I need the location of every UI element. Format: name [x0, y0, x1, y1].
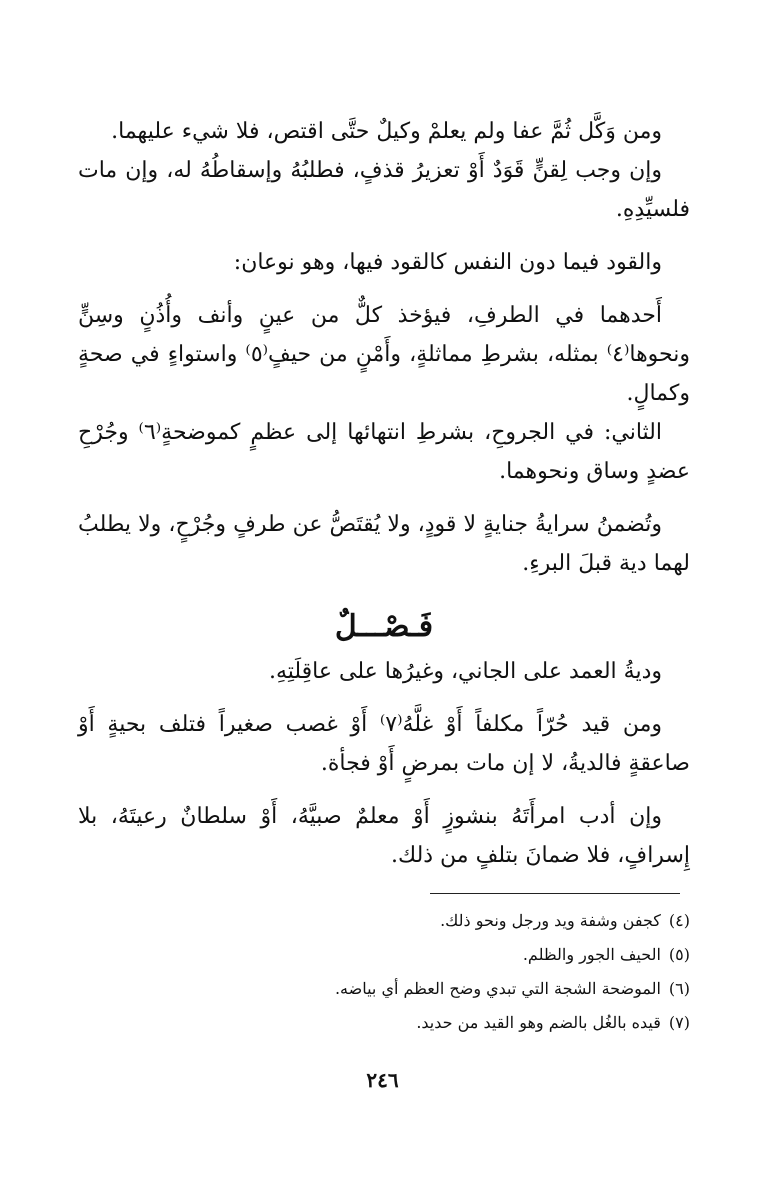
- section-paragraph-1: وديةُ العمد على الجاني، وغيرُها على عاقِلَتِهِ.: [268, 659, 662, 684]
- section-paragraph-2: ومن قيد حُرّاً مكلفاً أَوْ غلَّهُ⁽٧⁾ أَوْ غصب صغيراً فتلف بحيةٍ أَوْ صاعقةٍ فالديةُ، لا إن مات بمرضٍ أَوْ فجأة.: [78, 712, 690, 776]
- footnote-text: الحيف الجور والظلم.: [522, 945, 661, 964]
- section-heading: فَـصْـــلٌ: [334, 609, 434, 644]
- footnote-number: (٥): [668, 945, 690, 964]
- footnote: [160, 904, 690, 938]
- footnote-text: قيده بالغُل بالضم وهو القيد من حديد.: [416, 1013, 661, 1032]
- paragraph-6: وتُضمنُ سرايةُ جنايةٍ لا قودٍ، ولا يُقتَصُّ عن طرفٍ وجُرْحٍ، ولا يطلبُ لهما دية قبلَ البرءِ.: [78, 512, 690, 576]
- paragraph-4: أَحدهما في الطرفِ، فيؤخذ كلٌّ من عينٍ وأنف وأُذُنٍ وسِنٍّ ونحوها⁽٤⁾ بمثله، بشرطِ مماثلةٍ، وأَمْنٍ من حيفٍ⁽٥⁾ واستواءٍ في صحةٍ وكمالٍ.: [78, 303, 690, 406]
- section-paragraph-3: وإن أدب امرأَتَهُ بنشوزٍ أَوْ معلمٌ صبيَّهُ، أَوْ سلطانٌ رعيتَهُ، بلا إِسرافٍ، فلا ضمانَ بتلفٍ من ذلك.: [78, 804, 690, 868]
- paragraph-1: ومن وَكَّل ثُمَّ عفا ولم يعلمْ وكيلٌ حتَّى اقتص، فلا شيء عليهما.: [111, 119, 662, 144]
- footnote-number: (٧): [668, 1013, 690, 1032]
- footnote: [160, 972, 690, 1006]
- paragraph-3: والقود فيما دون النفس كالقود فيها، وهو نوعان:: [233, 250, 662, 275]
- page-number: ٢٤٦: [366, 1068, 399, 1092]
- footnote: [160, 938, 690, 972]
- footnote-text: الموضحة الشجة التي تبدي وضح العظم أي بياضه.: [334, 979, 661, 998]
- footnote-number: (٤): [668, 911, 690, 930]
- footnote-divider: [430, 893, 680, 894]
- paragraph-2: وإن وجب لِقنٍّ قَوَدٌ أَوْ تعزيرُ قذفٍ، فطلبُهُ وإسقاطُهُ له، وإن مات فلسيِّدِهِ.: [78, 158, 690, 222]
- footnote: [160, 1006, 690, 1040]
- footnote-number: (٦): [668, 979, 690, 998]
- footnote-text: كجفن وشفة ويد ورجل ونحو ذلك.: [440, 911, 661, 930]
- footnotes: [160, 904, 690, 1040]
- main-text: [78, 112, 690, 875]
- paragraph-5: الثاني: في الجروحِ، بشرطِ انتهائها إلى عظمٍ كموضحةٍ⁽٦⁾ وجُرْحِ عضدٍ وساق ونحوهما.: [78, 420, 690, 484]
